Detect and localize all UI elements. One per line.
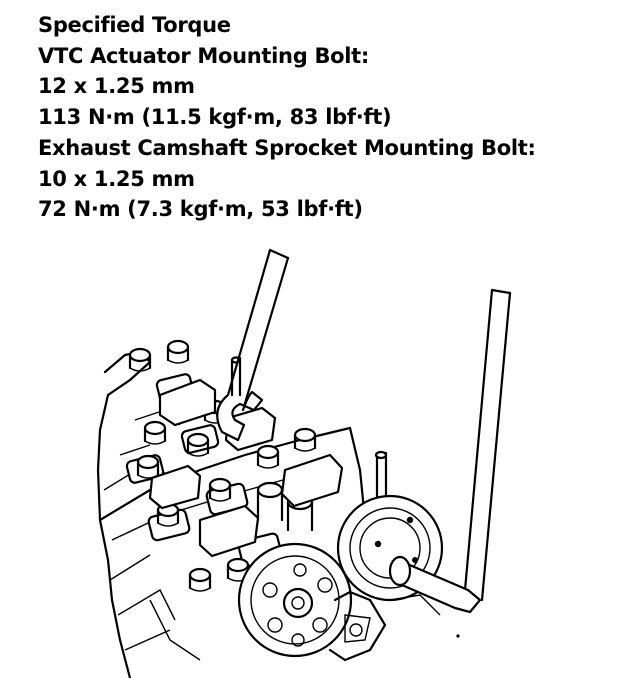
vtc-bolt-label: VTC Actuator Mounting Bolt: [38, 43, 370, 68]
spec-heading: Specified Torque [38, 13, 231, 37]
vtc-bolt-torque: 113 N·m (11.5 kgf·m, 83 lbf·ft) [38, 105, 392, 130]
exhaust-bolt-size: 10 x 1.25 mm [38, 166, 195, 191]
exhaust-bolt-torque: 72 N·m (7.3 kgf·m, 53 lbf·ft) [38, 197, 363, 222]
vtc-bolt-size: 12 x 1.25 mm [38, 74, 195, 99]
exhaust-bolt-label: Exhaust Camshaft Sprocket Mounting Bolt: [38, 135, 536, 160]
socket-wrench [390, 290, 510, 612]
